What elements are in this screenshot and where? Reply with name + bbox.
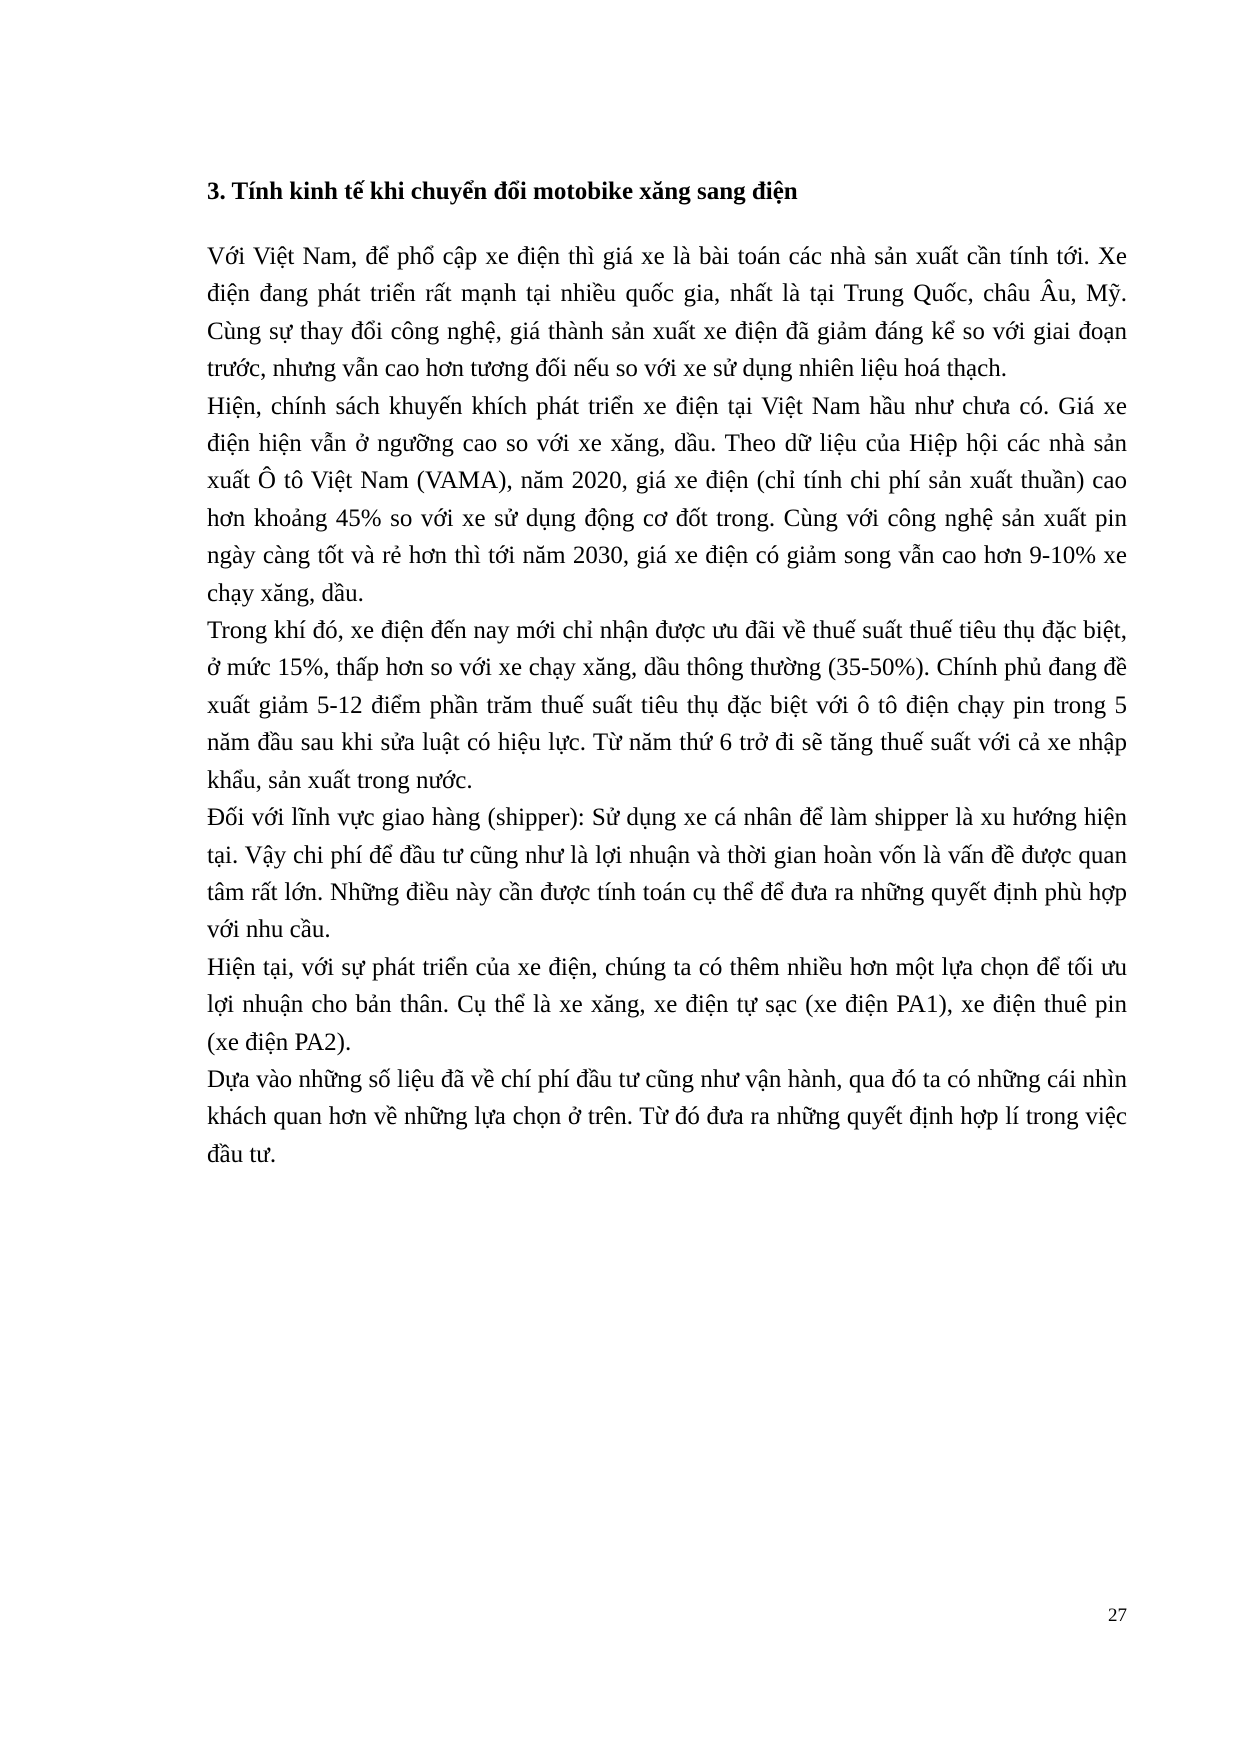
paragraph: Hiện tại, với sự phát triển của xe điện, chúng ta có thêm nhiều hơn một lựa chọn để tối ưu lợi nhuận cho bản thân. Cụ thể là xe xăng, xe điện tự sạc (xe điện PA1), xe điện thuê pin (xe điện PA2).	[207, 953, 1127, 1056]
paragraph: Với Việt Nam, để phổ cập xe điện thì giá xe là bài toán các nhà sản xuất cần tính tới. Xe điện đang phát triển rất mạnh tại nhiều quốc gia, nhất là tại Trung Quốc, châu Âu, Mỹ. Cùng sự thay đổi công nghệ, giá thành sản xuất xe điện đã giảm đáng kể so với giai đoạn trước, nhưng vẫn cao hơn tương đối nếu so với xe sử dụng nhiên liệu hoá thạch.	[207, 243, 1127, 383]
paragraph: Trong khí đó, xe điện đến nay mới chỉ nhận được ưu đãi về thuế suất thuế tiêu thụ đặc biệt, ở mức 15%, thấp hơn so với xe chạy xăng, dầu thông thường (35-50%). Chính phủ đang đề xuất giảm 5-12 điểm phần trăm thuế suất tiêu thụ đặc biệt với ô tô điện chạy pin trong 5 năm đầu sau khi sửa luật có hiệu lực. Từ năm thứ 6 trở đi sẽ tăng thuế suất với cả xe nhập khẩu, sản xuất trong nước.	[207, 617, 1127, 794]
paragraph: Đối với lĩnh vực giao hàng (shipper): Sử dụng xe cá nhân để làm shipper là xu hướng hiện tại. Vậy chi phí để đầu tư cũng như là lợi nhuận và thời gian hoàn vốn là vấn đề được quan tâm rất lớn. Những điều này cần được tính toán cụ thể để đưa ra những quyết định phù hợp với nhu cầu.	[207, 804, 1127, 944]
section-heading: 3. Tính kinh tế khi chuyển đổi motobike xăng sang điện	[207, 178, 798, 205]
section-body	[207, 238, 1127, 1173]
page-number: 27	[1108, 1605, 1127, 1626]
paragraph: Dựa vào những số liệu đã về chí phí đầu tư cũng như vận hành, qua đó ta có những cái nhìn khách quan hơn về những lựa chọn ở trên. Từ đó đưa ra những quyết định hợp lí trong việc đầu tư.	[207, 1065, 1127, 1168]
paragraph: Hiện, chính sách khuyến khích phát triển xe điện tại Việt Nam hầu như chưa có. Giá xe điện hiện vẫn ở ngưỡng cao so với xe xăng, dầu. Theo dữ liệu của Hiệp hội các nhà sản xuất Ô tô Việt Nam (VAMA), năm 2020, giá xe điện (chỉ tính chi phí sản xuất thuần) cao hơn khoảng 45% so với xe sử dụng động cơ đốt trong. Cùng với công nghệ sản xuất pin ngày càng tốt và rẻ hơn thì tới năm 2030, giá xe điện có giảm song vẫn cao hơn 9-10% xe chạy xăng, dầu.	[207, 392, 1127, 607]
